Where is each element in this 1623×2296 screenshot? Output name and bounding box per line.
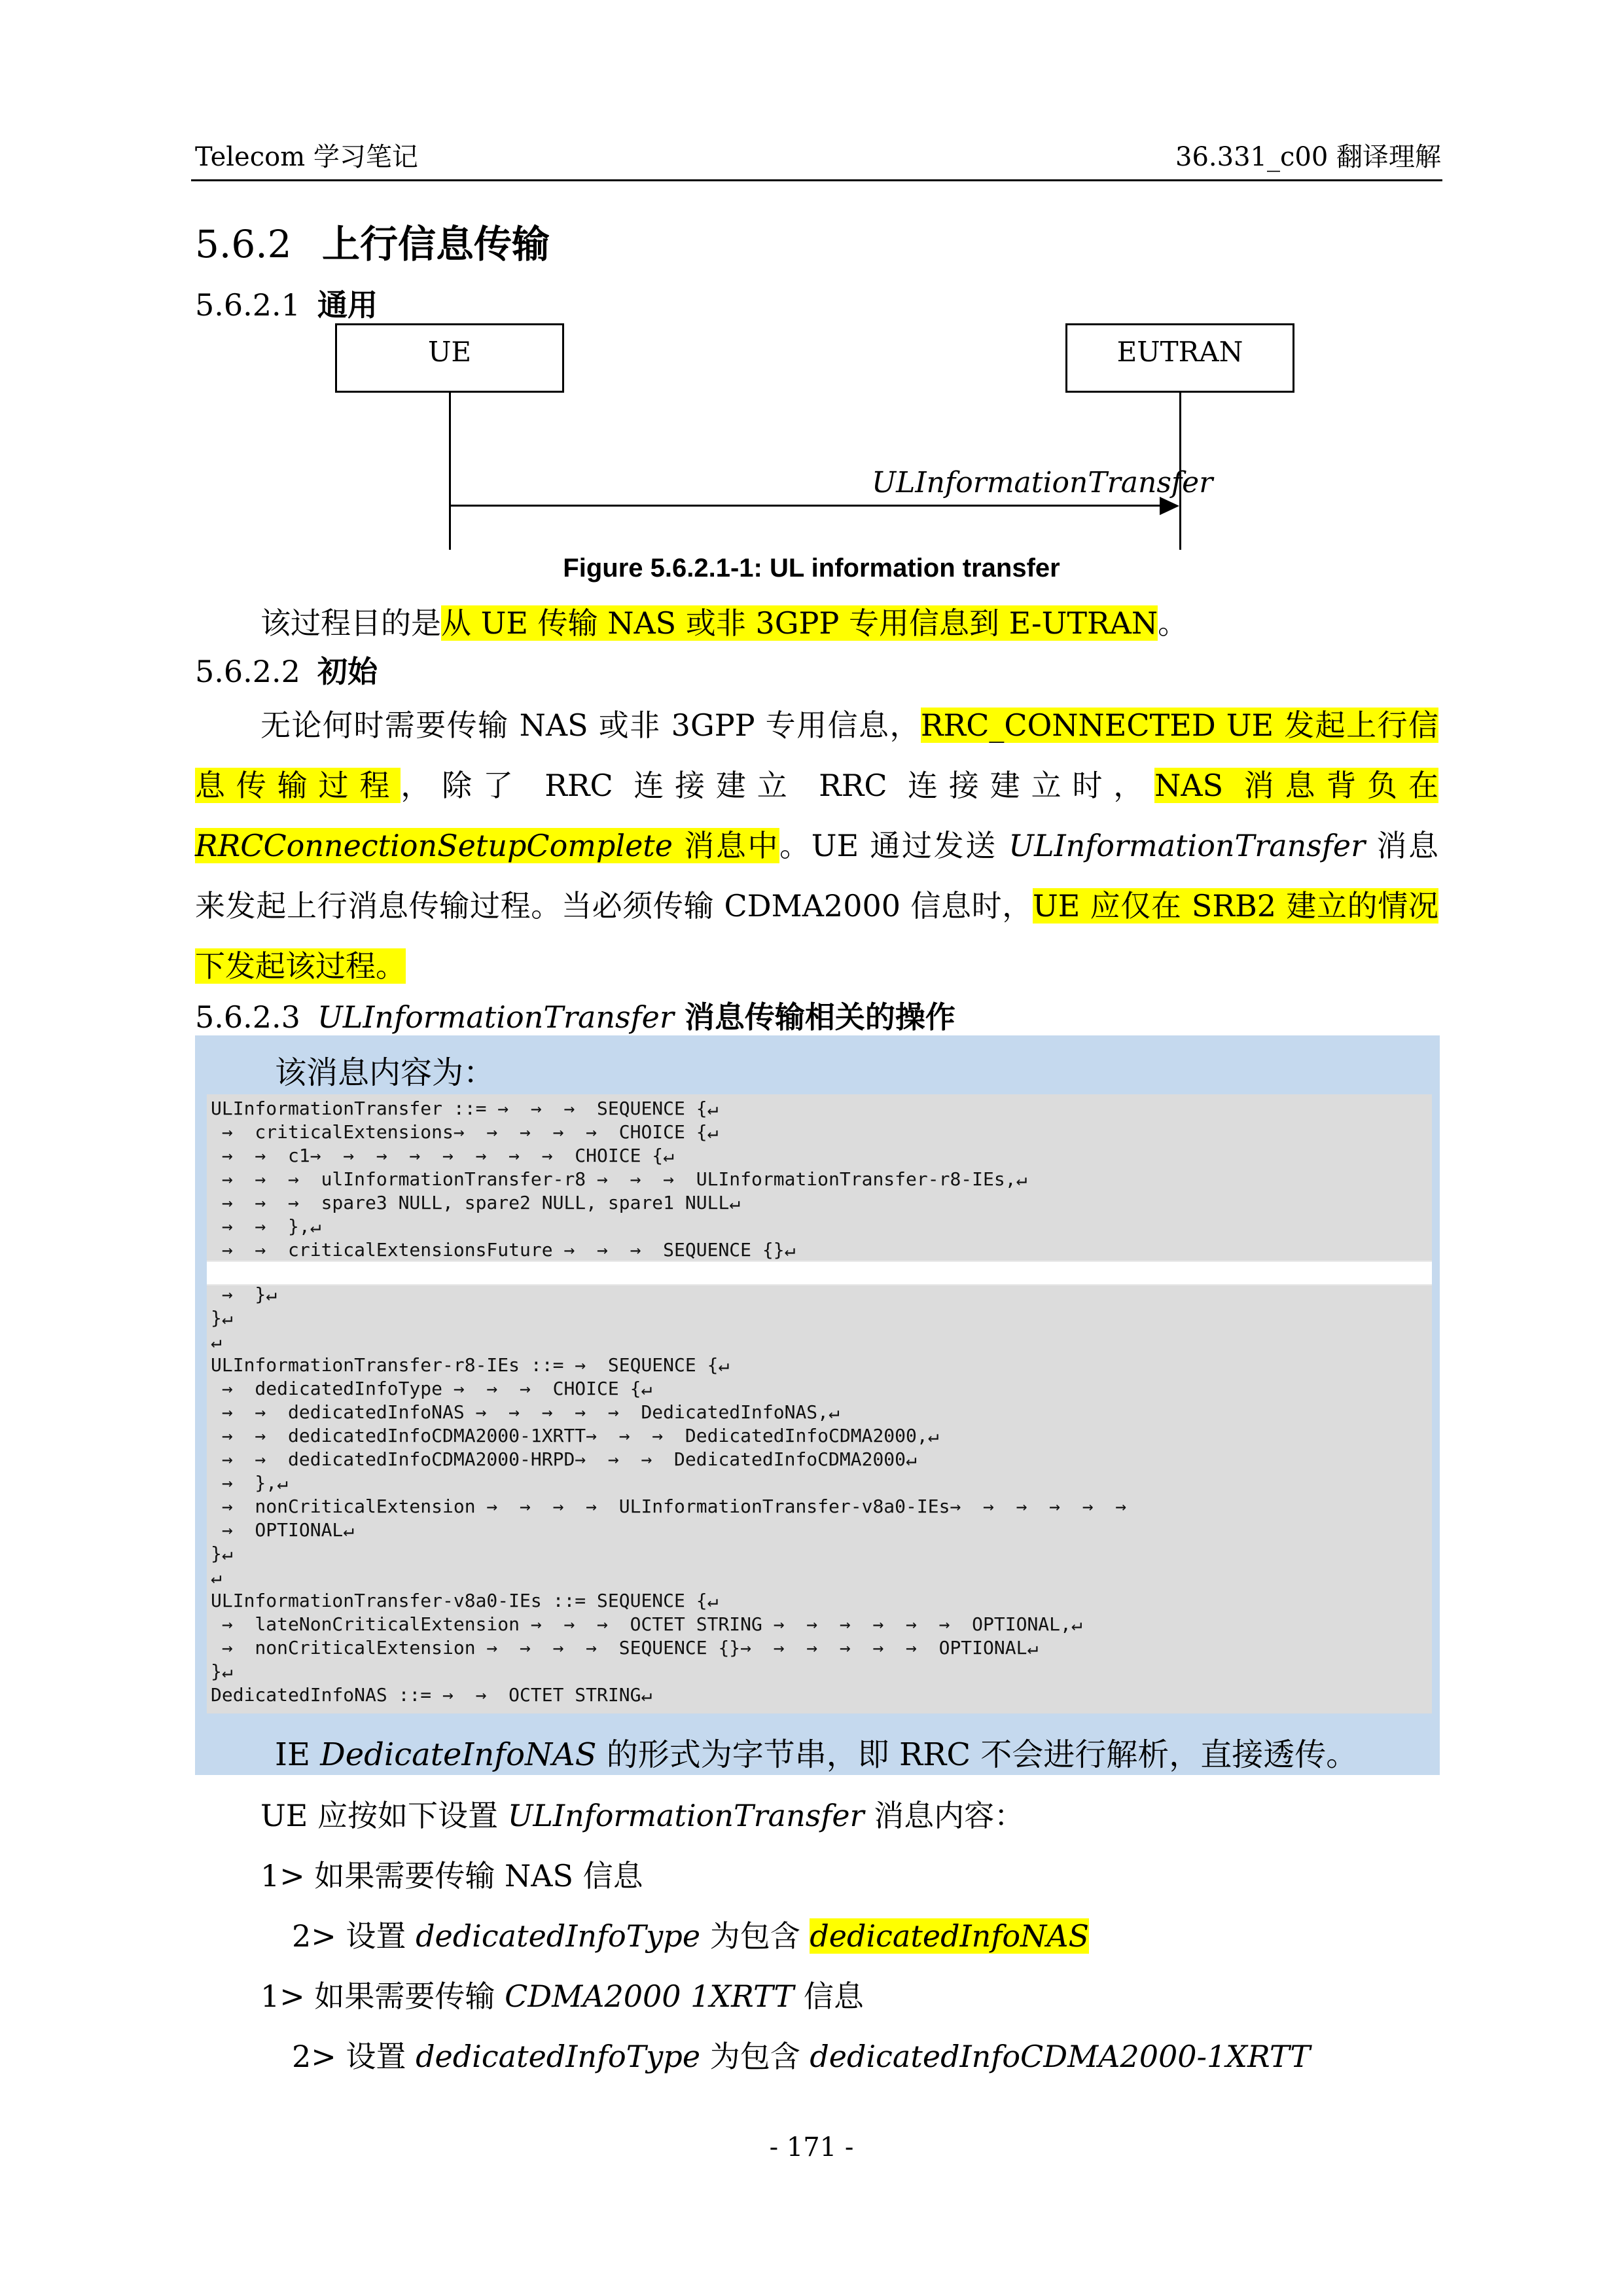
initiation-highlight-3: UE 应仅在 SRB2 建立的情况下发起该过程。 xyxy=(195,888,1438,984)
header-left: Telecom 学习笔记 xyxy=(195,142,418,172)
box-bottom-suffix: 的形式为字节串，即 RRC 不会进行解析，直接透传。 xyxy=(596,1736,1358,1773)
initiation-text-1: 无论何时需要传输 NAS 或非 3GPP 专用信息， xyxy=(260,708,921,743)
list-item-3 xyxy=(260,1973,864,2016)
list-item-3-italic: CDMA2000 1XRTT xyxy=(505,1979,794,2014)
initiation-paragraph xyxy=(195,695,1438,996)
code-gap-line xyxy=(207,1261,1432,1285)
eutran-entity-box xyxy=(1065,323,1294,393)
purpose-suffix: 。 xyxy=(1158,605,1188,641)
ue-entity-label: UE xyxy=(427,336,472,368)
page-number: - 171 - xyxy=(769,2132,854,2162)
list-item-4-italic-2: dedicatedInfoCDMA2000-1XRTT xyxy=(810,2039,1311,2074)
list-item-3-prefix: 1> 如果需要传输 xyxy=(260,1979,505,2014)
initiation-highlight-2c: 消息中 xyxy=(673,828,780,863)
box-top-text: 该消息内容为： xyxy=(275,1054,495,1091)
list-item-2-italic: dedicatedInfoType xyxy=(416,1918,701,1954)
message-arrow-head xyxy=(1160,497,1179,515)
header-right: 36.331_c00 翻译理解 xyxy=(1175,142,1441,172)
list-item-3-suffix: 信息 xyxy=(794,1979,864,2014)
subsection-3-number: 5.6.2.3 xyxy=(195,999,300,1035)
settings-intro xyxy=(260,1792,1024,1835)
section-title-text: 上行信息传输 xyxy=(322,222,550,266)
eutran-entity-label: EUTRAN xyxy=(1116,336,1243,368)
initiation-highlight-2b: RRCConnectionSetupComplete xyxy=(195,828,673,863)
initiation-text-3-italic: ULInformationTransfer xyxy=(1008,828,1366,863)
subsection-3-text: 消息传输相关的操作 xyxy=(673,999,955,1035)
settings-intro-italic: ULInformationTransfer xyxy=(507,1798,865,1833)
list-item-2-highlight: dedicatedInfoNAS xyxy=(810,1918,1090,1954)
list-item-2-prefix: 2> 设置 xyxy=(292,1918,416,1954)
box-bottom-text xyxy=(275,1729,1357,1774)
subsection-1-number: 5.6.2.1 xyxy=(195,287,300,323)
subsection-2-text: 初始 xyxy=(317,654,378,689)
subsection-1-text: 通用 xyxy=(317,287,378,323)
list-item-4-italic: dedicatedInfoType xyxy=(416,2039,701,2074)
list-item-4-mid: 为包含 xyxy=(700,2039,810,2074)
initiation-text-2: ，除了 RRC 连接建立 RRC 连接建立时， xyxy=(401,768,1155,803)
subsection-1-title xyxy=(195,281,378,325)
box-bottom-italic: DedicateInfoNAS xyxy=(320,1736,597,1773)
message-label: ULInformationTransfer xyxy=(872,466,1213,499)
settings-intro-suffix: 消息内容： xyxy=(864,1798,1025,1833)
ue-entity-box xyxy=(335,323,564,393)
figure-caption: Figure 5.6.2.1-1: UL information transfer xyxy=(563,554,1060,583)
purpose-paragraph xyxy=(195,593,1438,653)
subsection-3-title xyxy=(195,994,955,1037)
purpose-prefix: 该过程目的是 xyxy=(260,605,441,641)
settings-intro-prefix: UE 应按如下设置 xyxy=(260,1798,508,1833)
initiation-highlight-1: RRC_CONNECTED UE 发起上行信息传输过程 xyxy=(195,708,1438,803)
initiation-text-3: 。UE 通过发送 xyxy=(779,828,1009,863)
subsection-2-title xyxy=(195,648,378,691)
header-divider xyxy=(191,179,1442,181)
initiation-text-4: 消息来发起上行消息传输过程。当必须传输 CDMA2000 信息时， xyxy=(195,828,1439,924)
section-number: 5.6.2 xyxy=(195,222,292,266)
ue-lifeline xyxy=(449,393,451,550)
subsection-3-italic: ULInformationTransfer xyxy=(317,999,674,1035)
message-arrow-line xyxy=(449,505,1160,507)
list-item-4 xyxy=(292,2033,1310,2076)
list-item-4-prefix: 2> 设置 xyxy=(292,2039,416,2074)
list-item-1: 1> 如果需要传输 NAS 信息 xyxy=(260,1858,643,1893)
box-bottom-prefix: IE xyxy=(275,1736,321,1773)
subsection-2-number: 5.6.2.2 xyxy=(195,654,300,689)
list-item-2-mid: 为包含 xyxy=(700,1918,810,1954)
asn1-code-part-1: ULInformationTransfer ::= → → → SEQUENCE {↵ → criticalExtensions→ → → → → CHOICE {↵ → → c1→ → → → → → → → CHOICE {↵ → → → ulInformationTransfer-r8 → → → ULInformationTransfer-r8-IEs,↵ → → → spare3 NULL, spare2 NULL, spare1 NULL↵ → → },↵ → → criticalExtensionsFuture → → → SEQUENCE {}↵ xyxy=(211,1098,1027,1261)
asn1-code-part-2: → }↵ }↵ ↵ ULInformationTransfer-r8-IEs ::= → SEQUENCE {↵ → dedicatedInfoType → → → CHOICE {↵ → → dedicatedInfoNAS → → → → → DedicatedInfoNAS,↵ → → dedicatedInfoCDMA2000-1XRTT→ → → DedicatedInfoCDMA2000,↵ → → dedicatedInfoCDMA2000-HRPD→ → → DedicatedInfoCDMA2000↵ → },↵ → nonCriticalExtension → → → → ULInformationTransfer-v8a0-IEs→ → → → → → → OPTIONAL↵ }↵ ↵ ULInformationTransfer-v8a0-IEs ::= SEQUENCE {↵ → lateNonCriticalExtension → → → OCTET STRING → → → → → → OPTIONAL,↵ → nonCriticalExtension → → → → SEQUENCE {}→ → → → → → OPTIONAL↵ }↵ DedicatedInfoNAS ::= → → OCTET STRING↵ xyxy=(211,1283,1127,1706)
list-item-2 xyxy=(292,1912,1089,1956)
initiation-highlight-2a: NAS 消息背负在 xyxy=(1154,768,1439,803)
purpose-highlight: 从 UE 传输 NAS 或非 3GPP 专用信息到 E-UTRAN xyxy=(441,605,1158,641)
section-title xyxy=(195,213,550,268)
